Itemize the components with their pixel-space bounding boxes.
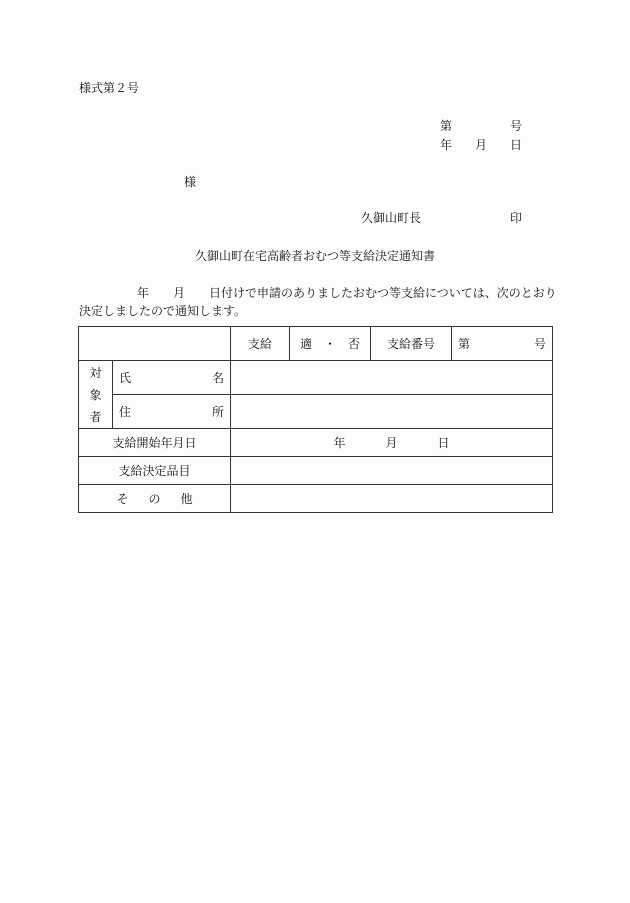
- subject-char: 者: [89, 410, 102, 424]
- address-label-cell: [113, 395, 231, 429]
- other-label-3: 他: [180, 492, 193, 506]
- items-label-cell: 支給決定品目: [79, 457, 231, 485]
- table-row: [79, 327, 553, 361]
- start-date-label-cell: 支給開始年月日: [79, 429, 231, 457]
- other-label-2: の: [148, 492, 161, 506]
- date-year: 年: [440, 138, 453, 152]
- supply-number-label-cell: 支給番号: [371, 327, 452, 361]
- document-number-line: [440, 120, 522, 132]
- body-text-line-2: 決定しましたので通知します。: [79, 304, 247, 318]
- supply-no-prefix: 第: [458, 337, 471, 351]
- blank-cell: [79, 327, 231, 361]
- start-date-year: 年: [333, 436, 346, 450]
- name-label-1: 氏: [119, 371, 132, 385]
- supply-number-cell: [452, 327, 553, 361]
- start-date-day: 日: [437, 436, 450, 450]
- table-row: [79, 395, 553, 429]
- date-day: 日: [509, 138, 522, 152]
- other-label-cell: [79, 485, 231, 513]
- body-line1-rest: 日付けで申請のありましたおむつ等支給については、次のとおり: [209, 286, 557, 300]
- subject-char: 象: [89, 388, 102, 402]
- seal-mark: 印: [510, 211, 523, 225]
- name-value-cell[interactable]: [231, 361, 553, 395]
- table-row: [79, 429, 553, 457]
- approve-reject-cell: 適 ・ 否: [290, 327, 371, 361]
- address-value-cell[interactable]: [231, 395, 553, 429]
- date-month: 月: [474, 138, 487, 152]
- table-row: [79, 457, 553, 485]
- start-date-value-cell[interactable]: [231, 429, 553, 457]
- sender: 久御山町長: [361, 211, 422, 225]
- doc-no-suffix: 号: [509, 119, 522, 133]
- subject-char: 対: [89, 366, 102, 380]
- body-text-line-1: [79, 286, 557, 300]
- other-value-cell[interactable]: [231, 485, 553, 513]
- items-value-cell[interactable]: [231, 457, 553, 485]
- supply-label-cell: 支給: [231, 327, 290, 361]
- body-year: 年: [137, 286, 150, 300]
- table-row: [79, 485, 553, 513]
- body-month: 月: [173, 286, 186, 300]
- doc-no-prefix: 第: [440, 119, 453, 133]
- name-label-2: 名: [211, 371, 224, 385]
- subject-person-cell: [79, 361, 113, 429]
- form-number: 様式第２号: [79, 81, 140, 95]
- decision-table: [78, 326, 553, 513]
- address-label-1: 住: [119, 405, 132, 419]
- address-label-2: 所: [211, 405, 224, 419]
- issue-date-line: [440, 139, 522, 151]
- name-label-cell: [113, 361, 231, 395]
- document-title: 久御山町在宅高齢者おむつ等支給決定通知書: [194, 249, 435, 263]
- start-date-month: 月: [385, 436, 398, 450]
- table-row: [79, 361, 553, 395]
- addressee: 様: [184, 175, 197, 189]
- other-label-1: そ: [116, 492, 129, 506]
- supply-no-suffix: 号: [533, 337, 546, 351]
